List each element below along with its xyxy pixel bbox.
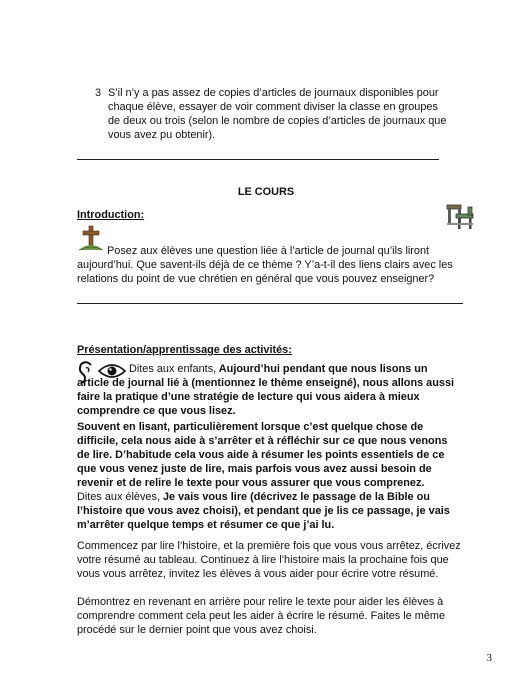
p3-bold-text: Je vais vous lire (décrivez le passage de la Bible ou l’histoire que vous avez choisi), et pendant que je lis ce passage, je vais m’arrêter quelque temps et résumer ce que j’ai lu. (77, 491, 450, 531)
p3-plain-text: Dites aux élèves, (77, 491, 160, 503)
list-item-number: 3 (95, 87, 102, 99)
presentation-paragraph-3 (77, 490, 461, 532)
introduction-text-first-line: Posez aux élèves une question liée à l’article de journal qu’ils liront (107, 245, 430, 257)
p1-bold-text: Aujourd’hui pendant que nous lisons un article de journal lié à (mentionnez le thème enseigné), nous allons aussi faire la pratique d’une stratégie de lecture qui vous aidera à mieux comprendre ce que vous lisez. (77, 363, 455, 417)
course-heading: LE COURS (237, 186, 295, 198)
p1-plain-text: Dites aux enfants, (129, 363, 217, 375)
presentation-paragraph-2: Souvent en lisant, particulièrement lorsque c’est quelque chose de difficile, cela nous aide à s’arrêter et à réfléchir sur ce que nous venons de lire. D’habitude cela vous aide à résumer les points essentiels de ce que vous venez juste de lire, mais parfois vous avez aussi besoin de revenir et de relire le texte pour vous assurer que vous comprenez. (77, 421, 448, 489)
presentation-paragraph-1 (77, 362, 461, 418)
divider-bottom (77, 303, 463, 304)
cross-icon (77, 224, 105, 252)
introduction-text: aujourd’hui. Que savent-ils déjà de ce thème ? Y’a-t-il des liens clairs avec les relations du point de vue chrétien en général que vous pouvez enseigner? (77, 259, 453, 285)
list-item-text: S’il n’y a pas assez de copies d’articles de journaux disponibles pour chaque élève, essayer de voir comment diviser la classe en groupes de deux ou trois (selon le nombre de copies d’articles de journaux que vous avez pu obtenir). (108, 87, 447, 141)
presentation-paragraph-5: Démontrez en revenant en arrière pour relire le texte pour aider les élèves à comprendre comment cela peut les aider à écrire le résumé. Faites le même procédé sur le dernier point que vous avez choisi. (77, 596, 446, 636)
introduction-heading: Introduction: (77, 209, 145, 221)
presentation-paragraph-4: Commencez par lire l’histoire, et la première fois que vous vous arrêtez, écrivez votre résumé au tableau. Continuez à lire l’histoire mais la prochaine fois que vous vous arrêtez, invitez les élèves à vous aider pour écrire votre résumé. (77, 540, 461, 580)
presentation-heading: Présentation/apprentissage des activités: (77, 344, 292, 356)
school-desk-icon (444, 201, 476, 231)
page-number: 3 (486, 652, 492, 664)
divider-top (77, 159, 439, 160)
